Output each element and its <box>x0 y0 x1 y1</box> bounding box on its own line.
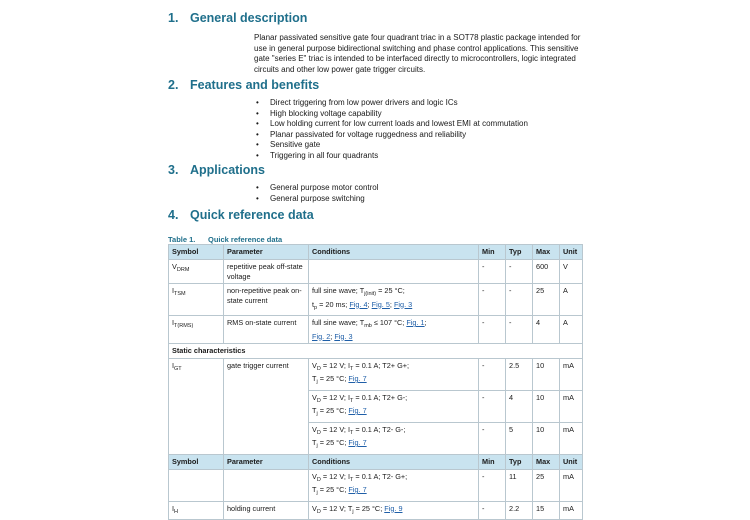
list-item: • High blocking voltage capability <box>254 109 528 120</box>
table-header-row: Symbol Parameter Conditions Min Typ Max Unit <box>169 245 583 260</box>
fig-9-link[interactable]: Fig. 9 <box>384 503 403 513</box>
fig-5-link[interactable]: Fig. 5 <box>371 299 390 309</box>
list-item: • Direct triggering from low power drivers and logic ICs <box>254 98 528 109</box>
table-row: $V_{DRM}$ repetitive peak off-state voltage - - 600 V <box>169 260 583 284</box>
section-heading-features: 2. Features and benefits <box>168 78 320 92</box>
table-row: $V_D = 12$ V; $I_T = 0.1$ A; T2- G-; $T_j = 25$ °C; Fig. 7 - 5 10 mA <box>169 422 583 454</box>
table-row: $V_D = 12$ V; $I_T = 0.1$ A; T2+ G-; $T_j = 25$ °C; Fig. 7 - 4 10 mA <box>169 390 583 422</box>
list-item: • Low holding current for low current loads and lowest EMI at commutation <box>254 119 528 130</box>
table-header-row-repeat: Symbol Parameter Conditions Min Typ Max Unit <box>169 454 583 469</box>
section-heading-quick-reference: 4. Quick reference data <box>168 208 314 222</box>
fig-2-link[interactable]: Fig. 2 <box>312 331 331 341</box>
section-heading-applications: 3. Applications <box>168 163 266 177</box>
list-item: • General purpose motor control <box>254 183 379 194</box>
quick-reference-table <box>168 244 583 520</box>
static-characteristics-row: Static characteristics <box>169 344 583 359</box>
fig-3-link[interactable]: Fig. 3 <box>393 299 413 309</box>
list-item: • Planar passivated for voltage ruggedness and reliability <box>254 130 528 141</box>
section-heading-general-description: 1. General description <box>168 11 308 25</box>
table-row: $I_{GT}$ gate trigger current $V_D = 12$ V; $I_T = 0.1$ A; T2+ G+; $T_j = 25$ °C; Fig. 7 - 2.5 10 mA <box>169 358 583 390</box>
fig-7-link[interactable]: Fig. 7 <box>348 374 367 383</box>
table-caption: Table 1. Quick reference data <box>168 235 283 244</box>
fig-7-link[interactable]: Fig. 7 <box>348 485 367 494</box>
fig-7-link[interactable]: Fig. 7 <box>348 406 367 415</box>
applications-list <box>254 183 379 204</box>
fig-4-link[interactable]: Fig. 4 <box>349 299 368 309</box>
table-row: $I_{T(RMS)}$ RMS on-state current full sine wave; $T_{mb} \le 107$ °C; Fig. 1; Fig. 2; Fig. 3 - - 4 A <box>169 316 583 344</box>
table-row: $I_{TSM}$ non-repetitive peak on-state current full sine wave; $T_{j(init)} = 25$ °C; $t_p = 20$ ms; Fig. 4; Fig. 5; Fig. 3 - - 25 A <box>169 284 583 316</box>
fig-1-link[interactable]: Fig. 1 <box>406 318 425 327</box>
table-row: $V_D = 12$ V; $I_T = 0.1$ A; T2- G+; $T_j = 25$ °C; Fig. 7 - 11 25 mA <box>169 469 583 501</box>
fig-3-link[interactable]: Fig. 3 <box>334 331 353 341</box>
general-description-text: Planar passivated sensitive gate four quadrant triac in a SOT78 plastic package intended for use in general purpose bidirectional switching and phase control applications. This sensitive gate "series E" triac is intended to be interfaced directly to microcontrollers, logic integrated circuits and other low power gate trigger circuits. <box>254 33 581 74</box>
list-item: • General purpose switching <box>254 194 379 205</box>
list-item: • Sensitive gate <box>254 140 528 151</box>
table-row: $I_H$ holding current $V_D = 12$ V; $T_j = 25$ °C; Fig. 9 - 2.2 15 mA <box>169 501 583 520</box>
list-item: • Triggering in all four quadrants <box>254 151 528 162</box>
features-list <box>254 98 528 161</box>
fig-7-link[interactable]: Fig. 7 <box>348 438 367 447</box>
